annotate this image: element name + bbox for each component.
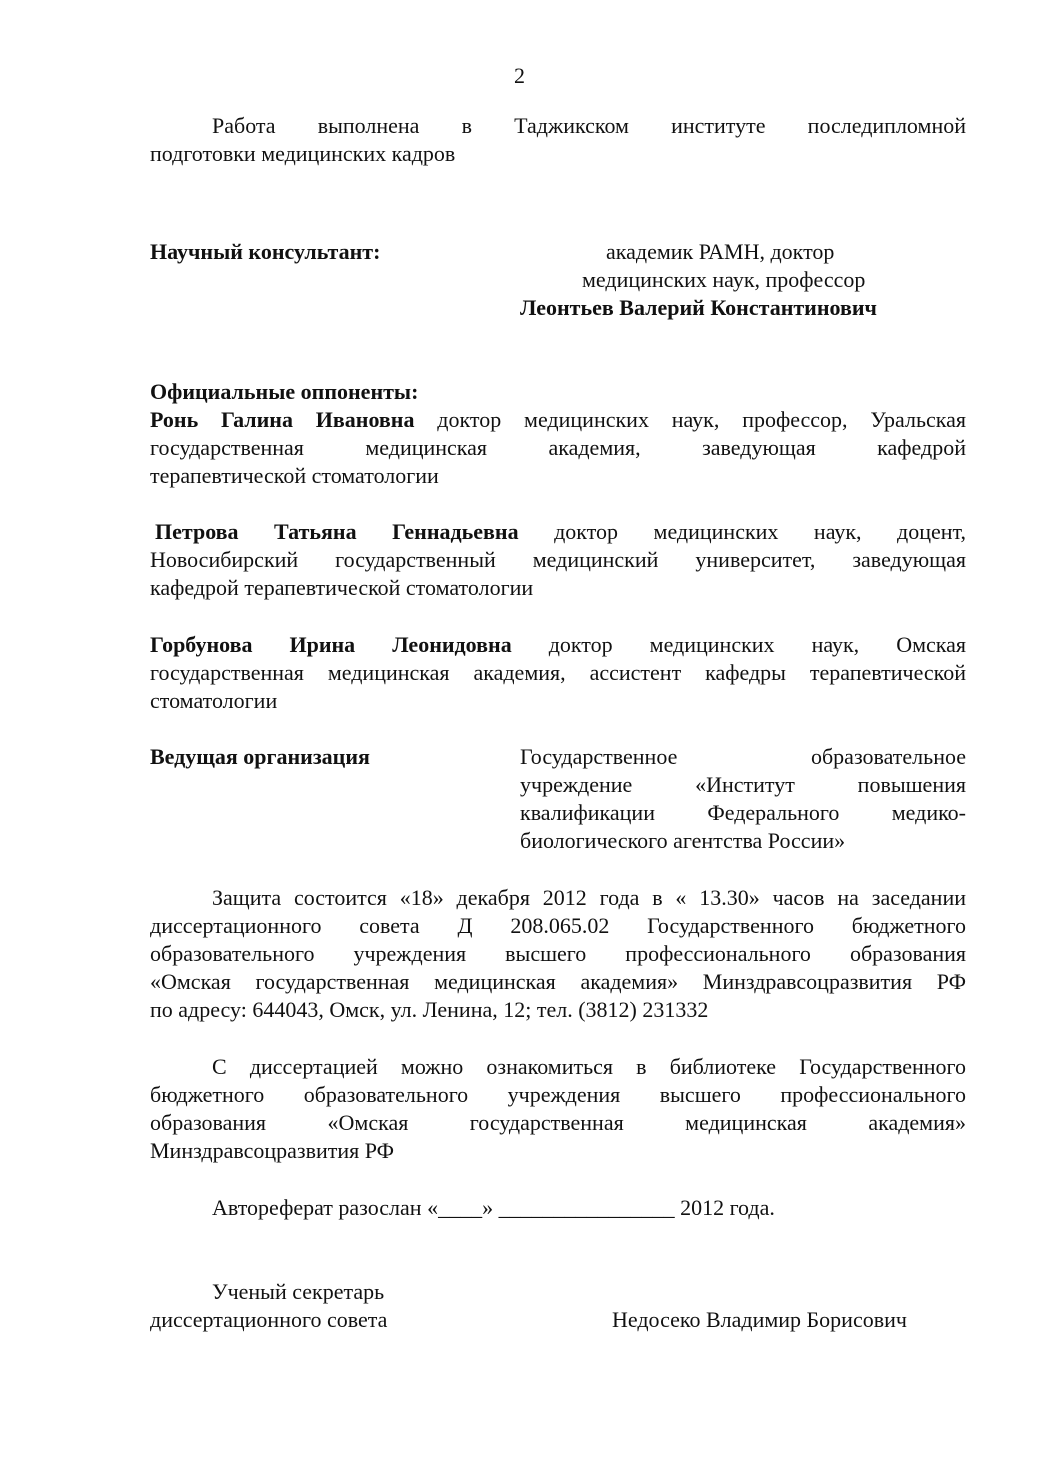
opponent-1-line-1 [150, 406, 966, 434]
page-number: 2 [514, 63, 525, 88]
defense-line-2: диссертационного совета Д 208.065.02 Государственного бюджетного [150, 913, 966, 938]
opponent-2-line-3: кафедрой терапевтической стоматологии [150, 575, 534, 600]
leading-org-label: Ведущая организация [150, 744, 370, 769]
opponent-2-line-2: Новосибирский государственный медицинский университет, заведующая [150, 547, 966, 572]
library-line-3: образования «Омская государственная медицинская академия» [150, 1110, 966, 1135]
opponents-heading: Официальные оппоненты: [150, 379, 419, 404]
leading-org-line-3: квалификации Федерального медико- [520, 800, 966, 825]
library-line-2: бюджетного образовательного учреждения высшего профессионального [150, 1082, 966, 1107]
opponent-3-line-3: стоматологии [150, 688, 278, 713]
opponent-2-details: доктор медицинских наук, доцент, [554, 519, 966, 544]
consultant-label: Научный консультант: [150, 239, 381, 264]
opponent-1-line-2: государственная медицинская академия, заведующая кафедрой [150, 435, 966, 460]
consultant-title-2: медицинских наук, профессор [582, 267, 866, 292]
opponent-3-details: доктор медицинских наук, Омская [548, 632, 967, 657]
leading-org-line-2: учреждение «Институт повышения [520, 772, 966, 797]
opponent-3-name: Горбунова Ирина Леонидовна [150, 632, 512, 657]
opponent-1-name: Ронь Галина Ивановна [150, 407, 415, 432]
leading-org-line-1: Государственное образовательное [520, 744, 966, 769]
leading-org-line-4: биологического агентства России» [520, 828, 846, 853]
secretary-name: Недосеко Владимир Борисович [612, 1307, 907, 1332]
defense-line-5: по адресу: 644043, Омск, ул. Ленина, 12; тел. (3812) 231332 [150, 997, 709, 1022]
consultant-title-1: академик РАМН, доктор [606, 239, 835, 264]
library-line-4: Минздравсоцразвития РФ [150, 1138, 395, 1163]
opponent-3-line-1 [150, 631, 966, 659]
defense-line-4: «Омская государственная медицинская академия» Минздравсоцразвития РФ [150, 969, 966, 994]
library-line-1: С диссертацией можно ознакомиться в библиотеке Государственного [212, 1054, 966, 1079]
opponent-2-name: Петрова Татьяна Геннадьевна [155, 519, 519, 544]
intro-line-1: Работа выполнена в Таджикском институте последипломной [212, 113, 966, 138]
abstract-sent-line: Автореферат разослан «____» ________________ 2012 года. [212, 1195, 775, 1220]
opponent-2-line-1 [155, 518, 966, 546]
secretary-title-1: Ученый секретарь [212, 1279, 385, 1304]
opponent-1-line-3: терапевтической стоматологии [150, 463, 439, 488]
opponent-3-line-2: государственная медицинская академия, ассистент кафедры терапевтической [150, 660, 966, 685]
secretary-title-2: диссертационного совета [150, 1307, 388, 1332]
consultant-name: Леонтьев Валерий Константинович [520, 295, 877, 320]
defense-line-3: образовательного учреждения высшего профессионального образования [150, 941, 966, 966]
intro-line-2: подготовки медицинских кадров [150, 141, 456, 166]
opponent-1-details: доктор медицинских наук, профессор, Уральская [437, 407, 966, 432]
defense-line-1: Защита состоится «18» декабря 2012 года в « 13.30» часов на заседании [212, 885, 966, 910]
